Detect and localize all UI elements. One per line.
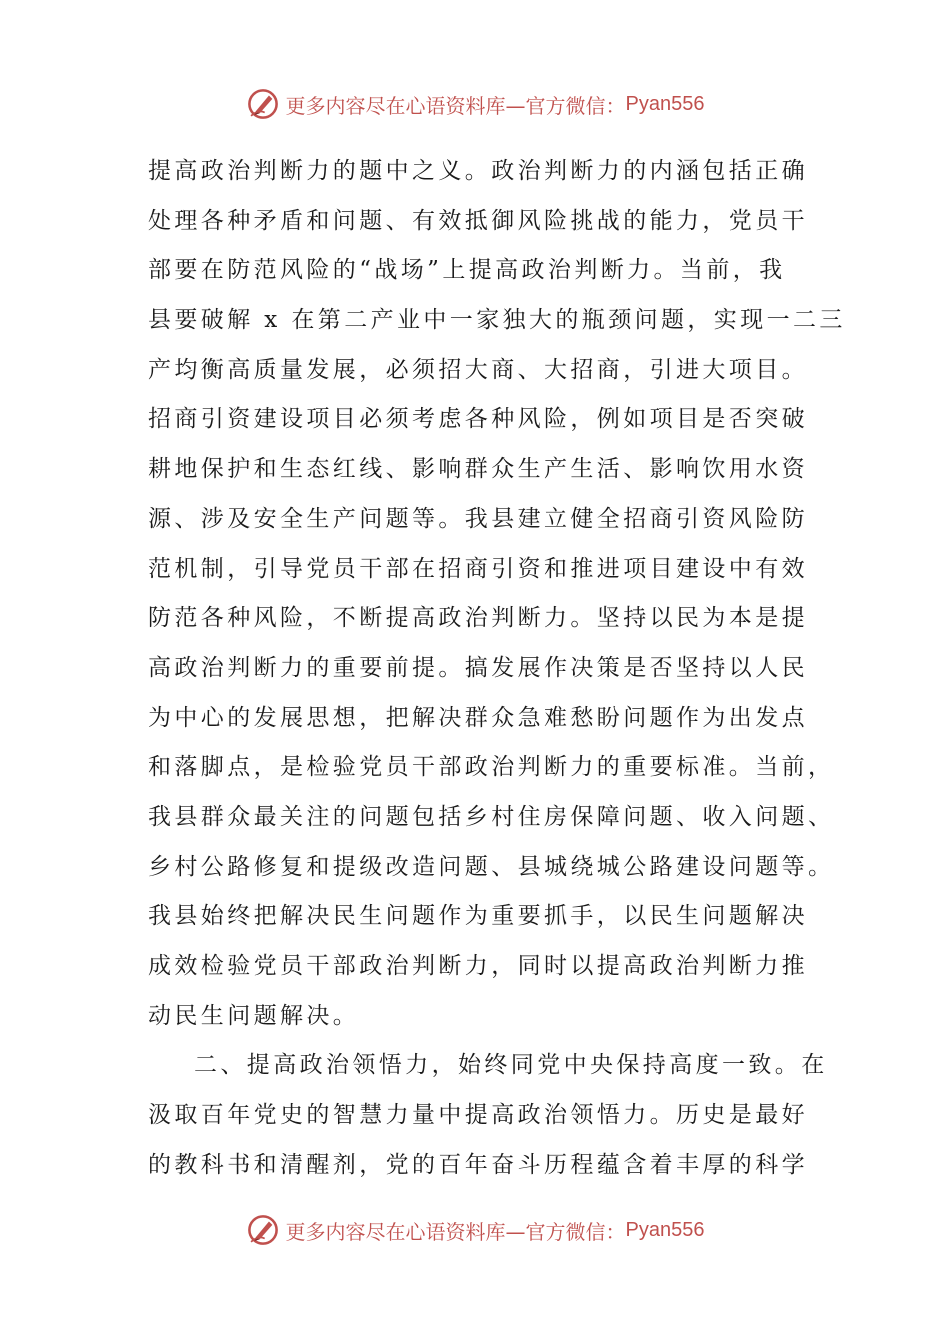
text-line: 耕地保护和生态红线、影响群众生产生活、影响饮用水资 [148, 456, 808, 483]
text-line: 为中心的发展思想，把解决群众急难愁盼问题作为出发点 [148, 704, 808, 731]
pen-logo-icon [246, 87, 280, 121]
text-line: 我县群众最关注的问题包括乡村住房保障问题、收入问题、 [148, 803, 835, 830]
text-line: 范机制，引导党员干部在招商引资和推进项目建设中有效 [148, 555, 808, 582]
text-line: 乡村公路修复和提级改造问题、县城绕城公路建设问题等。 [148, 853, 835, 880]
text-line: 动民生问题解决。 [148, 1002, 360, 1029]
text-line: 高政治判断力的重要前提。搞发展作决策是否坚持以人民 [148, 654, 808, 681]
banner-wechat-id: Pyan556 [625, 1218, 705, 1241]
text-line: 提高政治判断力的题中之义。政治判断力的内涵包括正确 [148, 158, 808, 184]
banner-wechat-id: Pyan556 [625, 92, 705, 115]
banner-text: 更多内容尽在心语资料库—官方微信： [285, 93, 626, 118]
text-line: 产均衡高质量发展，必须招大商、大招商，引进大项目。 [148, 356, 808, 383]
text-line: 我县始终把解决民生问题作为重要抓手，以民生问题解决 [148, 903, 808, 930]
text-line: 汲取百年党史的智慧力量中提高政治领悟力。历史是最好 [148, 1102, 808, 1129]
text-line: 的教科书和清醒剂，党的百年奋斗历程蕴含着丰厚的科学 [148, 1151, 808, 1178]
text-line: 招商引资建设项目必须考虑各种风险，例如项目是否突破 [148, 406, 808, 433]
text-line: 县要破解 x 在第二产业中一家独大的瓶颈问题，实现一二三 [148, 307, 846, 334]
pen-logo-icon [246, 1213, 280, 1247]
footer-banner [0, 1210, 950, 1250]
header-banner [0, 84, 950, 124]
section-heading-line: 二、提高政治领悟力，始终同党中央保持高度一致。在 [194, 1052, 828, 1079]
text-line: 部要在防范风险的“战场”上提高政治判断力。当前，我 [148, 257, 786, 284]
text-line: 处理各种矛盾和问题、有效抵御风险挑战的能力，党员干 [148, 207, 808, 234]
document-body [148, 147, 846, 1190]
text-line: 成效检验党员干部政治判断力，同时以提高政治判断力推 [148, 953, 808, 979]
text-line: 防范各种风险，不断提高政治判断力。坚持以民为本是提 [148, 605, 808, 632]
text-line: 源、涉及安全生产问题等。我县建立健全招商引资风险防 [148, 505, 808, 532]
banner-text: 更多内容尽在心语资料库—官方微信： [285, 1219, 626, 1244]
text-line: 和落脚点，是检验党员干部政治判断力的重要标准。当前， [148, 754, 835, 781]
